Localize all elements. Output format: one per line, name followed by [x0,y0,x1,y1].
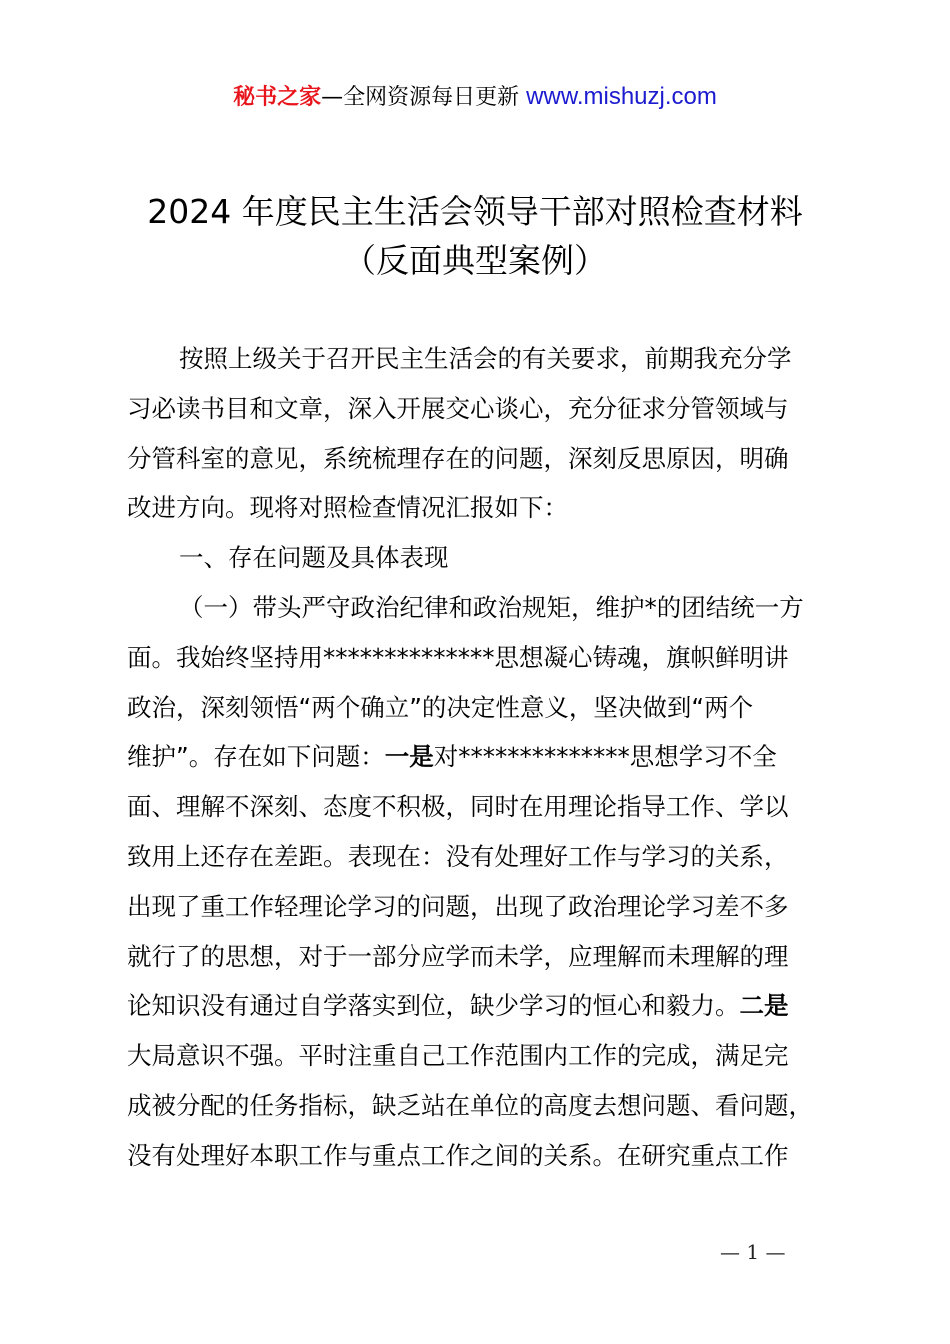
text-segment: 就行了的思想，对于一部分应学而未学，应理解而未理解的理 [127,941,789,971]
text-segment: 改进方向。现将对照检查情况汇报如下： [127,493,568,523]
text-line [127,434,867,484]
text-segment: （一）带头严守政治纪律和政治规矩，维护*的团结统一方 [179,592,804,622]
text-line [127,932,867,982]
document-body [127,334,867,1181]
text-line [127,782,867,832]
banner-tagline: —全网资源每日更新 [321,85,527,110]
text-segment: 按照上级关于召开民主生活会的有关要求，前期我充分学 [179,344,792,373]
text-line [127,732,867,782]
text-line [127,1131,867,1181]
text-segment: 一、存在问题及具体表现 [179,543,449,573]
text-segment: 面。我始终坚持用**************思想凝心铸魂，旗帜鲜明讲 [127,642,789,672]
text-line [127,533,867,583]
text-line [127,1081,867,1131]
document-subtitle: （反面典型案例） [343,241,607,280]
text-segment: 维护”。存在如下问题： [127,742,385,772]
text-segment: 分管科室的意见，系统梳理存在的问题，深刻反思原因，明确 [127,443,789,473]
text-segment: 没有处理好本职工作与重点工作之间的关系。在研究重点工作 [127,1140,789,1170]
text-line [127,832,867,882]
text-line [127,334,867,384]
brand-name: 秘书之家 [233,85,322,110]
text-segment: 大局意识不强。平时注重自己工作范围内工作的完成，满足完 [127,1041,789,1071]
text-line [127,882,867,932]
text-line [127,483,867,533]
text-segment: 习必读书目和文章，深入开展交心谈心，充分征求分管领域与 [127,393,789,423]
text-line [127,981,867,1031]
text-segment: 政治，深刻领悟“两个确立”的决定性意义，坚决做到“两个 [127,692,754,722]
site-url[interactable]: www.mishuzj.com [526,83,717,110]
text-segment: 论知识没有通过自学落实到位，缺少学习的恒心和毅力。 [127,991,740,1021]
text-segment: 面、理解不深刻、态度不积极，同时在用理论指导工作、学以 [127,792,789,822]
document-title: 2024 年度民主生活会领导干部对照检查材料 [147,192,803,231]
text-line [127,1031,867,1081]
text-line [127,384,867,434]
text-line [127,633,867,683]
bold-text: 二是 [739,991,789,1021]
site-banner [0,80,950,111]
text-line [127,583,867,633]
text-segment: 致用上还存在差距。表现在：没有处理好工作与学习的关系， [127,841,789,871]
text-segment: 出现了重工作轻理论学习的问题，出现了政治理论学习差不多 [127,891,789,921]
text-segment: 对**************思想学习不全 [433,742,777,772]
text-segment: 成被分配的任务指标，缺乏站在单位的高度去想问题、看问题， [127,1090,813,1120]
page-number: — 1 — [720,1240,786,1264]
bold-text: 一是 [384,742,434,772]
text-line [127,683,867,733]
